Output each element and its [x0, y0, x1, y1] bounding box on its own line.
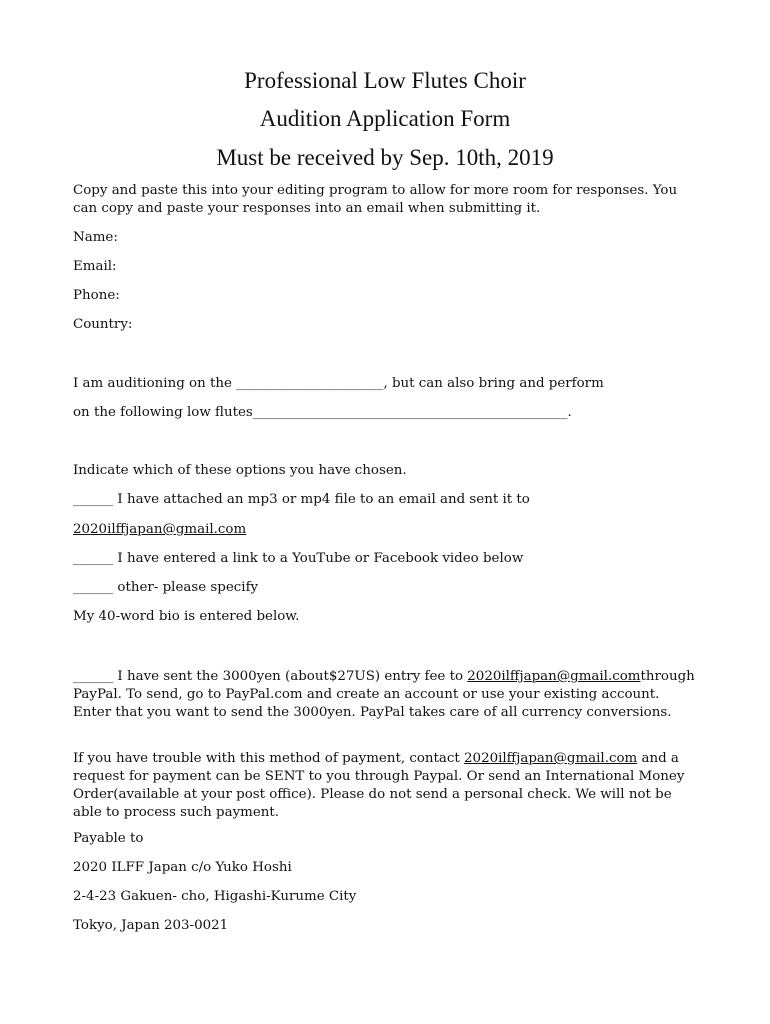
payable-to-label: Payable to — [73, 831, 144, 846]
auditioning-line-1: I am auditioning on the ______________________, but can also bring and perform — [73, 376, 604, 391]
bio-note: My 40-word bio is entered below. — [73, 609, 300, 624]
entry-fee-text: ______ I have sent the 3000yen (about$27US) entry fee to — [73, 669, 468, 684]
fee-email-link[interactable]: 2020ilffjapan@gmail.com — [467, 669, 641, 684]
deadline-heading: Must be received by Sep. 10th, 2019 — [216, 145, 554, 170]
entry-fee-paragraph — [73, 668, 698, 722]
option-video-link: ______ I have entered a link to a YouTube or Facebook video below — [73, 551, 524, 566]
phone-field-label: Phone: — [73, 288, 120, 303]
option-attached-file: ______ I have attached an mp3 or mp4 file to an email and sent it to — [73, 492, 530, 507]
payment-trouble-paragraph — [73, 750, 698, 822]
options-heading: Indicate which of these options you have chosen. — [73, 463, 407, 478]
contact-email-link[interactable]: 2020ilffjapan@gmail.com — [73, 522, 247, 537]
auditioning-line-2: on the following low flutes_______________________________________________. — [73, 405, 572, 420]
name-field-label: Name: — [73, 230, 118, 245]
country-field-label: Country: — [73, 317, 133, 332]
form-title: Professional Low Flutes Choir — [244, 68, 526, 93]
trouble-email-link[interactable]: 2020ilffjapan@gmail.com — [464, 751, 638, 766]
payment-trouble-instructions: and a request for payment can be SENT to you through Paypal. Or send an International Money Order(available at your post office). Please do not send a personal check. We will not be able to process such payment. — [73, 751, 685, 820]
option-other: ______ other- please specify — [73, 580, 259, 595]
payee-address-line-1: 2-4-23 Gakuen- cho, Higashi-Kurume City — [73, 889, 357, 904]
form-subtitle: Audition Application Form — [259, 106, 511, 131]
payment-trouble-text: If you have trouble with this method of payment, contact — [73, 751, 465, 766]
payee-name: 2020 ILFF Japan c/o Yuko Hoshi — [73, 860, 292, 875]
intro-text: Copy and paste this into your editing program to allow for more room for responses. You can copy and paste your responses into an email when submitting it. — [73, 183, 678, 216]
email-field-label: Email: — [73, 259, 117, 274]
entry-fee-instructions: through PayPal. To send, go to PayPal.com and create an account or use your existing account. Enter that you want to send the 3000yen. PayPal takes care of all currency conversions. — [73, 669, 695, 720]
payee-address-line-2: Tokyo, Japan 203-0021 — [73, 918, 229, 933]
